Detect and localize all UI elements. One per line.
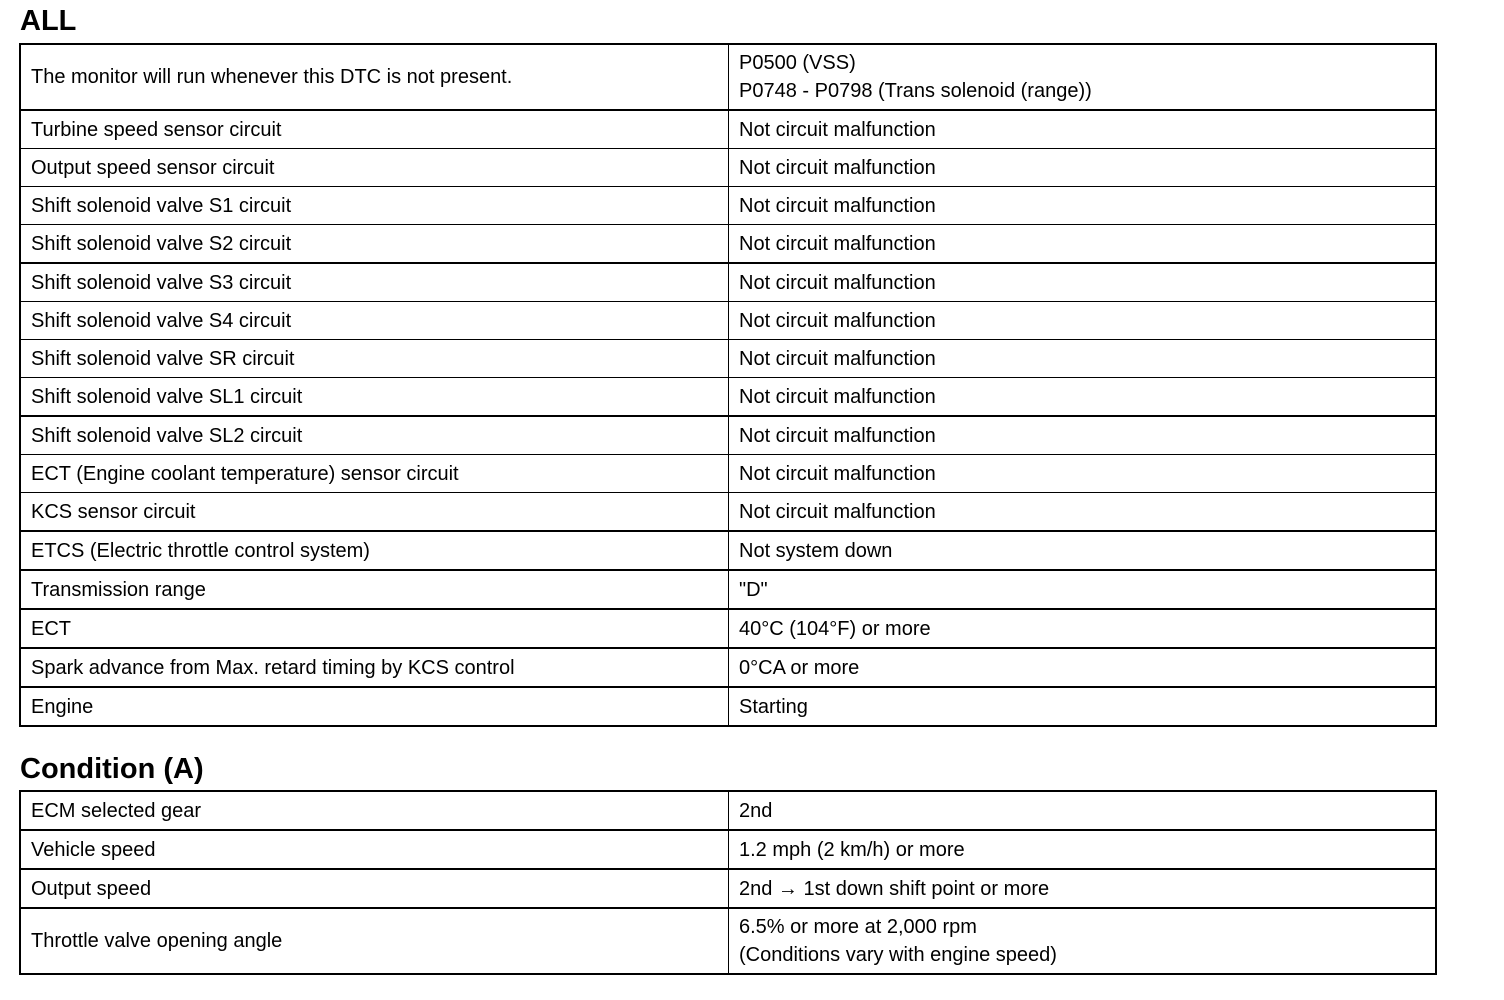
item-cell: Transmission range bbox=[20, 570, 729, 609]
item-cell: Shift solenoid valve S3 circuit bbox=[20, 263, 729, 302]
value-cell: 0°CA or more bbox=[729, 648, 1437, 687]
value-line: P0500 (VSS) bbox=[739, 52, 856, 74]
conditions-table-condition-a bbox=[19, 790, 1437, 975]
table-row bbox=[20, 493, 1436, 532]
value-cell: Not system down bbox=[729, 531, 1437, 570]
item-cell: Output speed sensor circuit bbox=[20, 149, 729, 187]
section-title-all: ALL bbox=[20, 5, 77, 37]
value-cell: Not circuit malfunction bbox=[729, 187, 1437, 225]
item-cell: Turbine speed sensor circuit bbox=[20, 110, 729, 149]
item-cell: The monitor will run whenever this DTC is not present. bbox=[20, 44, 729, 110]
item-cell: KCS sensor circuit bbox=[20, 493, 729, 532]
table-row bbox=[20, 263, 1436, 302]
value-cell bbox=[729, 44, 1437, 110]
item-cell: Vehicle speed bbox=[20, 830, 729, 869]
table-row bbox=[20, 44, 1436, 110]
table-row bbox=[20, 687, 1436, 726]
item-cell: Shift solenoid valve SL1 circuit bbox=[20, 378, 729, 417]
table-row bbox=[20, 609, 1436, 648]
table-row bbox=[20, 791, 1436, 830]
value-line: P0748 - P0798 (Trans solenoid (range)) bbox=[739, 80, 1092, 102]
value-cell: Not circuit malfunction bbox=[729, 340, 1437, 378]
value-cell: 2nd bbox=[729, 791, 1437, 830]
table-row bbox=[20, 378, 1436, 417]
item-cell: Output speed bbox=[20, 869, 729, 908]
table-row bbox=[20, 416, 1436, 455]
table-row bbox=[20, 110, 1436, 149]
item-cell: ETCS (Electric throttle control system) bbox=[20, 531, 729, 570]
value-cell: Not circuit malfunction bbox=[729, 225, 1437, 264]
value-cell bbox=[729, 908, 1437, 974]
item-cell: ECT bbox=[20, 609, 729, 648]
item-cell: Shift solenoid valve S4 circuit bbox=[20, 302, 729, 340]
table-row bbox=[20, 187, 1436, 225]
value-cell: Not circuit malfunction bbox=[729, 149, 1437, 187]
table-row bbox=[20, 830, 1436, 869]
table-row bbox=[20, 455, 1436, 493]
item-cell: Throttle valve opening angle bbox=[20, 908, 729, 974]
section-title-condition-a: Condition (A) bbox=[20, 753, 204, 785]
value-cell: Not circuit malfunction bbox=[729, 455, 1437, 493]
table-row bbox=[20, 302, 1436, 340]
conditions-table-all bbox=[19, 43, 1437, 727]
value-cell: Not circuit malfunction bbox=[729, 416, 1437, 455]
table-row bbox=[20, 869, 1436, 908]
item-cell: ECM selected gear bbox=[20, 791, 729, 830]
value-cell: "D" bbox=[729, 570, 1437, 609]
value-cell: Not circuit malfunction bbox=[729, 110, 1437, 149]
table-row bbox=[20, 570, 1436, 609]
value-cell: Not circuit malfunction bbox=[729, 263, 1437, 302]
item-cell: Spark advance from Max. retard timing by KCS control bbox=[20, 648, 729, 687]
value-cell: 2nd → 1st down shift point or more bbox=[729, 869, 1437, 908]
table-row bbox=[20, 908, 1436, 974]
item-cell: Shift solenoid valve SL2 circuit bbox=[20, 416, 729, 455]
table-row bbox=[20, 149, 1436, 187]
table-row bbox=[20, 531, 1436, 570]
value-line: (Conditions vary with engine speed) bbox=[739, 944, 1057, 966]
value-cell: Starting bbox=[729, 687, 1437, 726]
value-cell: Not circuit malfunction bbox=[729, 493, 1437, 532]
value-cell: Not circuit malfunction bbox=[729, 302, 1437, 340]
item-cell: ECT (Engine coolant temperature) sensor circuit bbox=[20, 455, 729, 493]
table-row bbox=[20, 340, 1436, 378]
item-cell: Engine bbox=[20, 687, 729, 726]
value-cell: 40°C (104°F) or more bbox=[729, 609, 1437, 648]
value-cell: Not circuit malfunction bbox=[729, 378, 1437, 417]
value-line: 6.5% or more at 2,000 rpm bbox=[739, 916, 977, 938]
value-cell: 1.2 mph (2 km/h) or more bbox=[729, 830, 1437, 869]
table-row bbox=[20, 225, 1436, 264]
item-cell: Shift solenoid valve SR circuit bbox=[20, 340, 729, 378]
item-cell: Shift solenoid valve S2 circuit bbox=[20, 225, 729, 264]
table-row bbox=[20, 648, 1436, 687]
item-cell: Shift solenoid valve S1 circuit bbox=[20, 187, 729, 225]
